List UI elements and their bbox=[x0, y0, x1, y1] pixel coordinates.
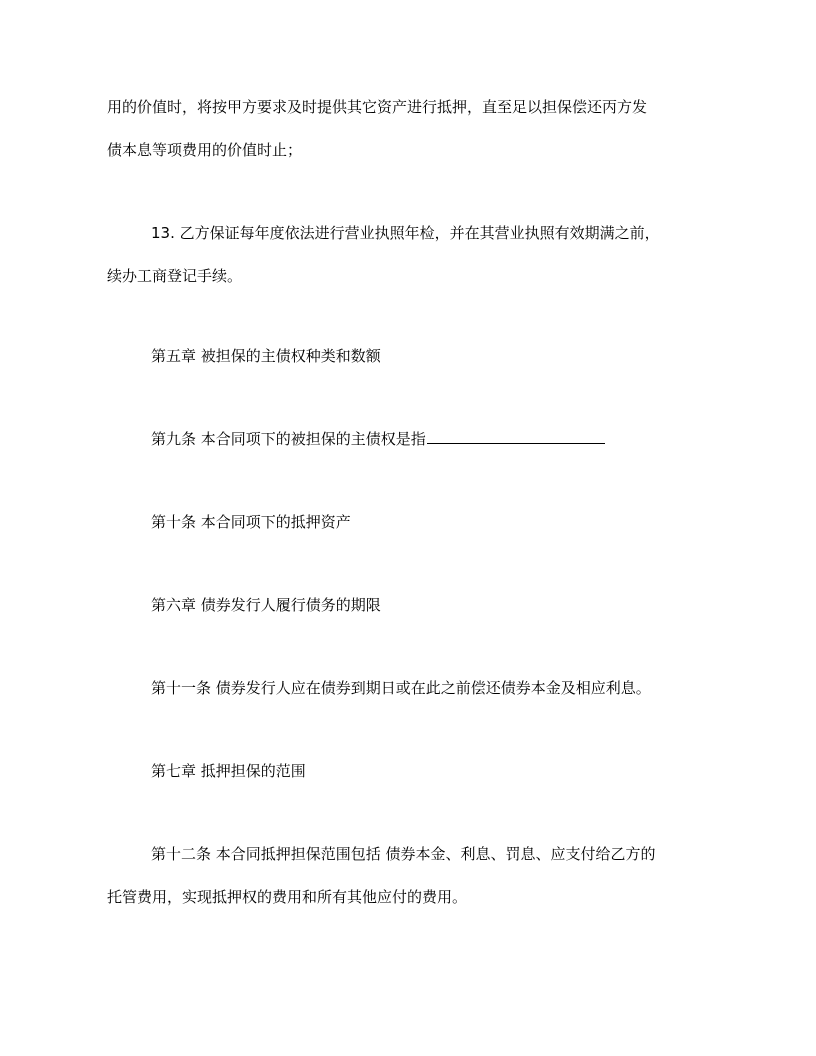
paragraph-line-2: 债本息等项费用的价值时止； bbox=[107, 141, 303, 159]
article-11-line: 第十一条 债券发行人应在债券到期日或在此之前偿还债券本金及相应利息。 bbox=[151, 679, 651, 697]
article-10-line: 第十条 本合同项下的抵押资产 bbox=[151, 513, 351, 531]
chapter-7-heading: 第七章 抵押担保的范围 bbox=[151, 762, 306, 780]
clause-13-line-1: 13. 乙方保证每年度依法进行营业执照年检，并在其营业执照有效期满之前， bbox=[151, 224, 660, 242]
paragraph-line-1: 用的价值时，将按甲方要求及时提供其它资产进行抵押，直至足以担保偿还丙方发 bbox=[107, 98, 648, 116]
fill-in-blank bbox=[427, 429, 605, 444]
chapter-5-heading: 第五章 被担保的主债权种类和数额 bbox=[151, 347, 381, 365]
article-9-text: 第九条 本合同项下的被担保的主债权是指 bbox=[151, 430, 426, 448]
article-12-line-2: 托管费用，实现抵押权的费用和所有其他应付的费用。 bbox=[107, 888, 468, 906]
clause-13-line-2: 续办工商登记手续。 bbox=[107, 267, 243, 285]
article-9-line bbox=[151, 429, 605, 449]
chapter-6-heading: 第六章 债券发行人履行债务的期限 bbox=[151, 596, 381, 614]
article-12-line-1: 第十二条 本合同抵押担保范围包括 债券本金、利息、罚息、应支付给乙方的 bbox=[151, 845, 656, 863]
